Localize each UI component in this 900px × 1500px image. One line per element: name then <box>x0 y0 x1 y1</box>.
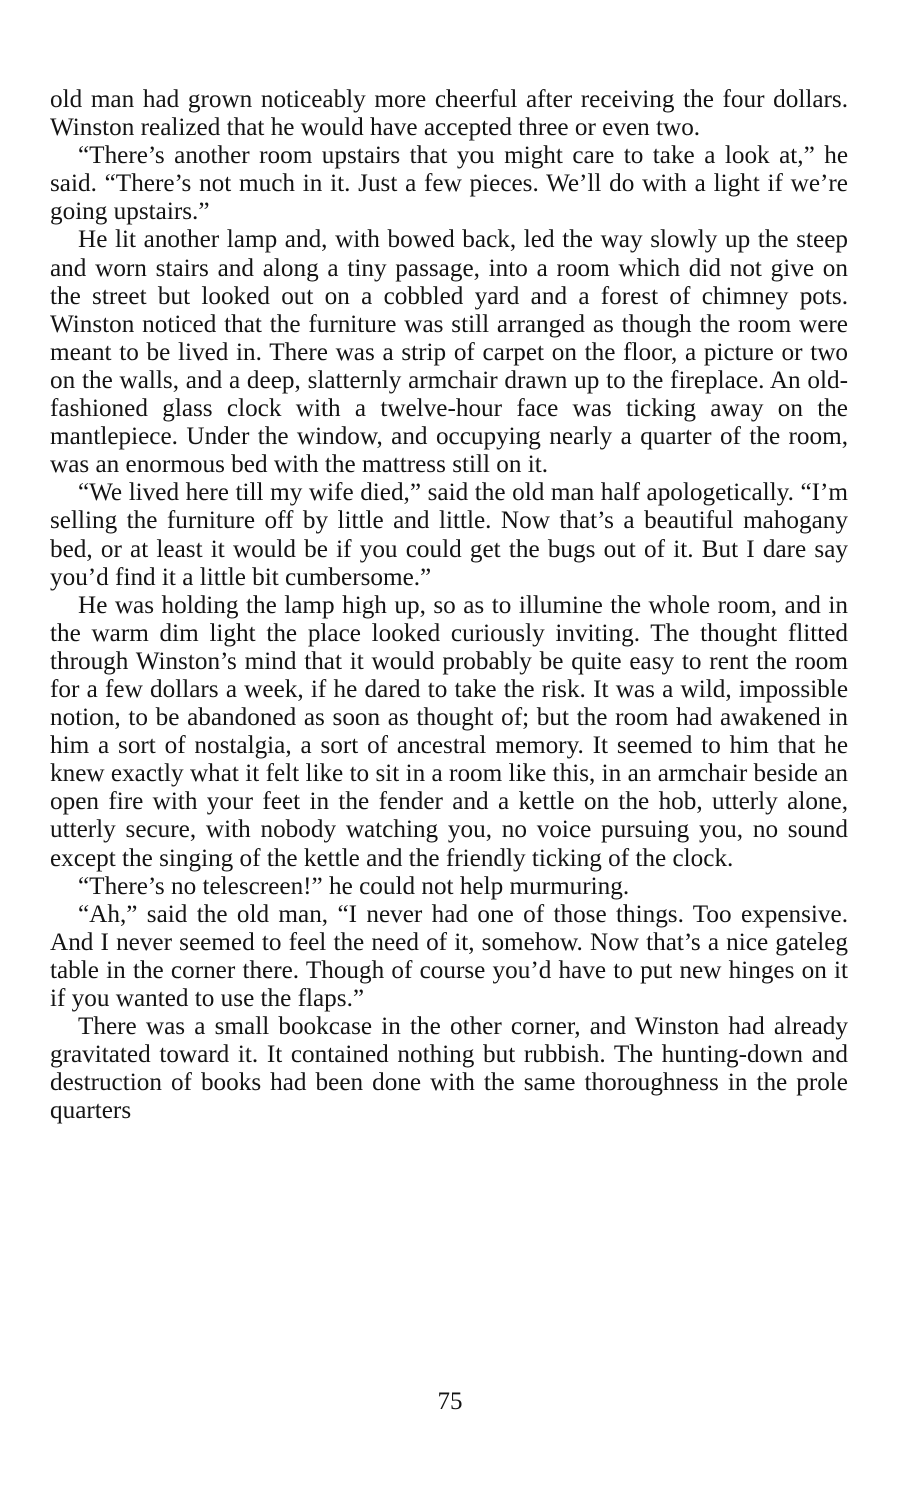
page-text <box>50 86 848 1125</box>
page-number: 75 <box>437 1388 463 1415</box>
paragraph-2: “There’s another room upstairs that you might care to take a look at,” he said. “There’s not much in it. Just a few pieces. We’ll do with a light if we’re going upstairs.” <box>50 142 848 226</box>
paragraph-5: He was holding the lamp high up, so as to illumine the whole room, and in the warm dim light the place looked curiously inviting. The thought flitted through Winston’s mind that it would probably be quite easy to rent the room for a few dollars a week, if he dared to take the risk. It was a wild, impossible notion, to be abandoned as soon as thought of; but the room had awakened in him a sort of nostalgia, a sort of ancestral memory. It seemed to him that he knew exactly what it felt like to sit in a room like this, in an armchair beside an open fire with your feet in the fender and a kettle on the hob, utterly alone, utterly secure, with nobody watching you, no voice pursuing you, no sound except the singing of the kettle and the friendly ticking of the clock. <box>50 591 848 872</box>
paragraph-7: “Ah,” said the old man, “I never had one of those things. Too expensive. And I never seemed to feel the need of it, somehow. Now that’s a nice gateleg table in the corner there. Though of course you’d have to put new hinges on it if you wanted to use the flaps.” <box>50 900 848 1012</box>
paragraph-4: “We lived here till my wife died,” said the old man half apologetically. “I’m selling the furniture off by little and little. Now that’s a beautiful mahogany bed, or at least it would be if you could get the bugs out of it. But I dare say you’d find it a little bit cumbersome.” <box>50 479 848 591</box>
paragraph-8: There was a small bookcase in the other corner, and Winston had already gravitated toward it. It contained nothing but rubbish. The hunting-down and destruction of books had been done with the same thoroughness in the prole quarters <box>50 1013 848 1125</box>
paragraph-6: “There’s no telescreen!” he could not help murmuring. <box>78 872 630 900</box>
paragraph-1: old man had grown noticeably more cheerful after receiving the four dollars. Winston realized that he would have accepted three or even two. <box>50 86 848 142</box>
paragraph-3: He lit another lamp and, with bowed back, led the way slowly up the steep and worn stairs and along a tiny passage, into a room which did not give on the street but looked out on a cobbled yard and a forest of chimney pots. Winston noticed that the furniture was still arranged as though the room were meant to be lived in. There was a strip of carpet on the floor, a picture or two on the walls, and a deep, slatternly armchair drawn up to the fireplace. An old-fashioned glass clock with a twelve-hour face was ticking away on the mantlepiece. Under the window, and occupying nearly a quarter of the room, was an enormous bed with the mattress still on it. <box>50 226 848 479</box>
